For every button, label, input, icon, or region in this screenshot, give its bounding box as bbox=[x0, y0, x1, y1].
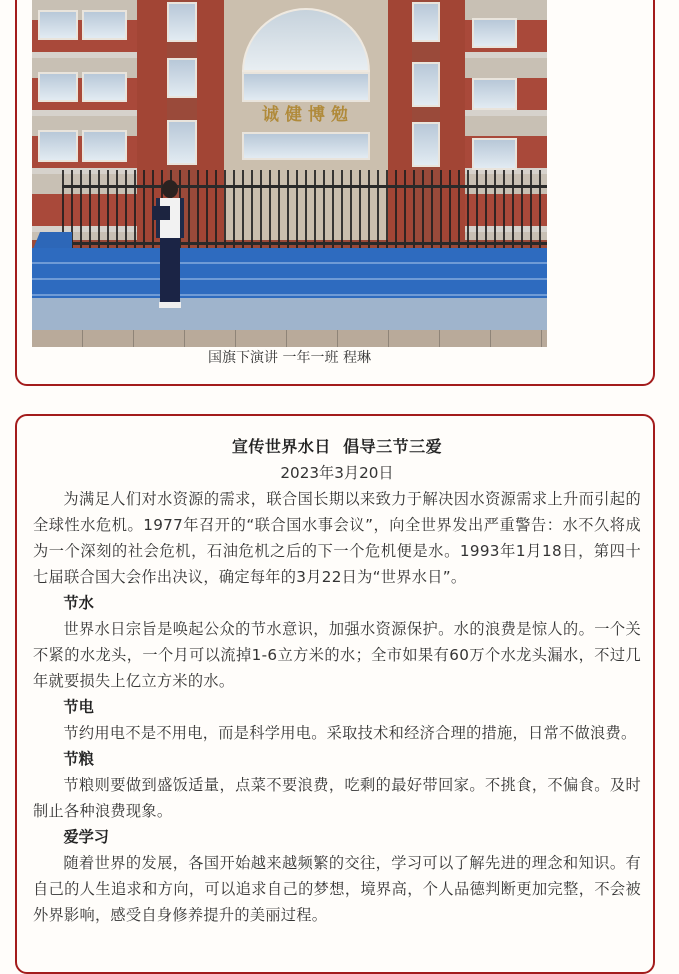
article-card bbox=[15, 414, 655, 974]
student-speaker bbox=[152, 180, 188, 308]
curb bbox=[32, 330, 547, 347]
building-sign: 诚健博勉 bbox=[262, 105, 354, 125]
window bbox=[412, 122, 440, 167]
section-heading-save-water: 节水 bbox=[63, 594, 94, 612]
speech-folder bbox=[152, 206, 170, 220]
photo-card bbox=[15, 0, 655, 386]
person-head bbox=[162, 180, 178, 198]
fence-rail bbox=[62, 185, 547, 188]
window bbox=[82, 10, 127, 40]
window bbox=[167, 120, 197, 165]
article-date: 2023年3月20日 bbox=[280, 464, 394, 482]
section-body-save-water: 世界水日宗旨是唤起公众的节水意识，加强水资源保护。水的浪费是惊人的。一个关不紧的水龙头，一个月可以流掉1-6立方米的水；全市如果有60万个水龙头漏水，不过几年就要损失上亿立方米的水。 bbox=[33, 620, 641, 690]
blue-steps bbox=[32, 248, 547, 298]
window bbox=[472, 138, 517, 170]
person-shoes bbox=[159, 302, 181, 308]
speech-photo[interactable] bbox=[32, 0, 547, 347]
window bbox=[38, 10, 78, 40]
fence-rail bbox=[62, 242, 547, 245]
window bbox=[38, 72, 78, 102]
window bbox=[82, 72, 127, 102]
iron-fence bbox=[62, 170, 547, 250]
window bbox=[38, 130, 78, 162]
section-heading-save-electricity: 节电 bbox=[63, 698, 94, 716]
window bbox=[472, 18, 517, 48]
section-heading-save-food: 节粮 bbox=[63, 750, 94, 768]
window bbox=[412, 2, 440, 42]
article-intro: 为满足人们对水资源的需求，联合国长期以来致力于解决因水资源需求上升而引起的全球性水危机。1977年召开的“联合国水事会议”，向全世界发出严重警告：水不久将成为一个深刻的社会危机，石油危机之后的下一个危机便是水。1993年1月18日，第四十七届联合国大会作出决议，确定每年的3月22日为“世界水日”。 bbox=[33, 490, 641, 586]
window bbox=[167, 58, 197, 98]
ground bbox=[32, 298, 547, 330]
photo-caption: 国旗下演讲 一年一班 程琳 bbox=[208, 350, 371, 366]
section-body-love-learning: 随着世界的发展，各国开始越来越频繁的交往，学习可以了解先进的理念和知识。有自己的人生追求和方向，可以追求自己的梦想，境界高，个人品德判断更加完整，不会被外界影响，感受自身修养提升的美丽过程。 bbox=[33, 854, 641, 924]
person-legs bbox=[160, 238, 180, 302]
window bbox=[412, 62, 440, 107]
window bbox=[82, 130, 127, 162]
article-body bbox=[33, 434, 641, 928]
window bbox=[242, 132, 370, 160]
section-body-save-electricity: 节约用电不是不用电，而是科学用电。采取技术和经济合理的措施，日常不做浪费。 bbox=[63, 724, 637, 742]
window bbox=[472, 78, 517, 110]
window bbox=[242, 72, 370, 102]
section-heading-love-learning: 爱学习 bbox=[63, 828, 109, 846]
section-body-save-food: 节粮则要做到盛饭适量，点菜不要浪费，吃剩的最好带回家。不挑食，不偏食。及时制止各种浪费现象。 bbox=[33, 776, 641, 820]
window bbox=[167, 2, 197, 42]
article-title: 宣传世界水日 倡导三节三爱 bbox=[231, 437, 443, 456]
